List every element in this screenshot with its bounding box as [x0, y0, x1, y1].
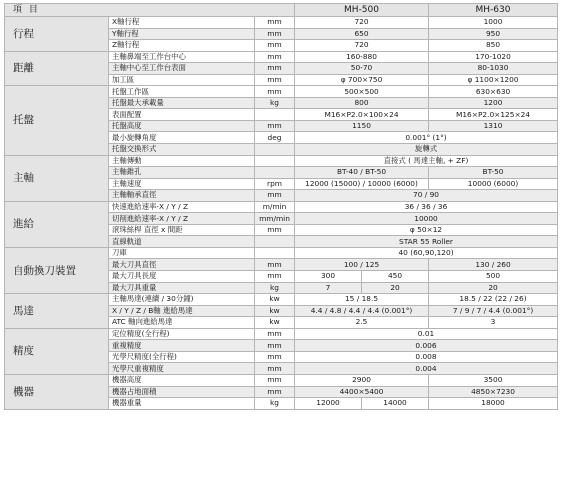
spec-label: 主軸軸承直徑: [109, 190, 255, 202]
spec-label: 定位精度(全行程): [109, 328, 255, 340]
header-model-a: MH-500: [295, 4, 429, 17]
spec-label: Z軸行程: [109, 40, 255, 52]
spec-unit: [255, 167, 295, 179]
spec-unit: [255, 144, 295, 156]
spec-unit: mm: [255, 351, 295, 363]
spec-label: 托盤交換形式: [109, 144, 255, 156]
spec-unit: mm/min: [255, 213, 295, 225]
spec-label: 快速進給速率-X / Y / Z: [109, 201, 255, 213]
spec-value-b: M16×P2.0×125×24: [429, 109, 558, 121]
spec-value-b: 18.5 / 22 (22 / 26): [429, 294, 558, 306]
spec-label: 主軸中心至工作台表面: [109, 63, 255, 75]
spec-value-b: 4850×7230: [429, 386, 558, 398]
spec-value-both: 70 / 90: [295, 190, 558, 202]
spec-unit: mm: [255, 17, 295, 29]
spec-value-a: 4400×5400: [295, 386, 429, 398]
spec-value-b: 3: [429, 317, 558, 329]
spec-unit: mm: [255, 224, 295, 236]
spec-unit: [255, 236, 295, 248]
spec-value-b: 1200: [429, 97, 558, 109]
spec-label: 主軸鼻端至工作台中心: [109, 51, 255, 63]
spec-value-a: 720: [295, 17, 429, 29]
section-title: 進給: [5, 201, 109, 247]
spec-value-a: 4.4 / 4.8 / 4.4 / 4.4 (0.001°): [295, 305, 429, 317]
spec-label: 刀庫: [109, 247, 255, 259]
spec-value-both: 0.008: [295, 351, 558, 363]
spec-value-a: 800: [295, 97, 429, 109]
spec-row: [5, 201, 558, 213]
spec-label: 最小旋轉角度: [109, 132, 255, 144]
spec-unit: mm: [255, 386, 295, 398]
spec-label: 主軸速度: [109, 178, 255, 190]
spec-unit: mm: [255, 340, 295, 352]
spec-unit: [255, 155, 295, 167]
spec-value-b: 18000: [429, 398, 558, 410]
spec-label: Y軸行程: [109, 28, 255, 40]
spec-unit: mm: [255, 63, 295, 75]
spec-label: 最大刀具重量: [109, 282, 255, 294]
spec-value-b: 3500: [429, 374, 558, 386]
spec-value-a: 2.5: [295, 317, 429, 329]
spec-unit: [255, 247, 295, 259]
spec-value-b: 630×630: [429, 86, 558, 98]
spec-unit: mm: [255, 190, 295, 202]
spec-value-a1: 300: [295, 271, 362, 283]
spec-unit: mm: [255, 374, 295, 386]
spec-unit: mm: [255, 120, 295, 132]
spec-row: [5, 51, 558, 63]
section-title: 托盤: [5, 86, 109, 155]
spec-value-a: BT-40 / BT-50: [295, 167, 429, 179]
spec-row: [5, 86, 558, 98]
spec-label: 最大刀具直徑: [109, 259, 255, 271]
section-title: 機器: [5, 374, 109, 409]
spec-row: [5, 17, 558, 29]
spec-value-a: φ 700×750: [295, 74, 429, 86]
spec-label: ATC 軸向進給馬達: [109, 317, 255, 329]
spec-label: 光學尺重複精度: [109, 363, 255, 375]
spec-value-a: 720: [295, 40, 429, 52]
spec-value-b: 950: [429, 28, 558, 40]
spec-value-a2: 20: [362, 282, 429, 294]
spec-label: 機器重量: [109, 398, 255, 410]
spec-value-a: 1150: [295, 120, 429, 132]
spec-value-both: 0.001° (1°): [295, 132, 558, 144]
spec-unit: mm: [255, 74, 295, 86]
spec-unit: mm: [255, 271, 295, 283]
section-title: 行程: [5, 17, 109, 52]
spec-value-b: φ 1100×1200: [429, 74, 558, 86]
spec-row: [5, 155, 558, 167]
spec-label: 表面配置: [109, 109, 255, 121]
spec-label: 加工區: [109, 74, 255, 86]
spec-row: [5, 294, 558, 306]
section-title: 馬達: [5, 294, 109, 329]
spec-unit: kg: [255, 97, 295, 109]
section-title: 精度: [5, 328, 109, 374]
spec-unit: mm: [255, 363, 295, 375]
spec-unit: mm: [255, 86, 295, 98]
spec-value-b: 500: [429, 271, 558, 283]
spec-value-b: 7 / 9 / 7 / 4.4 (0.001°): [429, 305, 558, 317]
spec-label: 切削進給速率-X / Y / Z: [109, 213, 255, 225]
header-model-b: MH-630: [429, 4, 558, 17]
spec-value-both: 40 (60,90,120): [295, 247, 558, 259]
spec-row: [5, 374, 558, 386]
spec-label: 光學尺精度(全行程): [109, 351, 255, 363]
spec-label: 主軸傳動: [109, 155, 255, 167]
spec-value-both: 36 / 36 / 36: [295, 201, 558, 213]
header-item: 項 目: [5, 4, 295, 17]
spec-unit: deg: [255, 132, 295, 144]
spec-value-both: 0.01: [295, 328, 558, 340]
spec-unit: mm: [255, 259, 295, 271]
spec-unit: kw: [255, 294, 295, 306]
spec-unit: mm: [255, 328, 295, 340]
spec-value-b: BT-50: [429, 167, 558, 179]
spec-unit: kw: [255, 305, 295, 317]
spec-label: X / Y / Z / B軸 進給馬達: [109, 305, 255, 317]
spec-value-b: 10000 (6000): [429, 178, 558, 190]
spec-unit: mm: [255, 28, 295, 40]
spec-label: 托盤工作區: [109, 86, 255, 98]
spec-value-both: 旋轉式: [295, 144, 558, 156]
spec-row: [5, 328, 558, 340]
section-title: 自動換刀裝置: [5, 247, 109, 293]
spec-value-b: 130 / 260: [429, 259, 558, 271]
spec-label: 重複精度: [109, 340, 255, 352]
spec-value-a: 500×500: [295, 86, 429, 98]
spec-label: 主軸馬達(連續 / 30分鐘): [109, 294, 255, 306]
spec-unit: mm: [255, 40, 295, 52]
spec-value-b: 1000: [429, 17, 558, 29]
spec-label: 主軸錐孔: [109, 167, 255, 179]
spec-value-both: STAR 55 Roller: [295, 236, 558, 248]
spec-label: 機器高度: [109, 374, 255, 386]
spec-value-a: 15 / 18.5: [295, 294, 429, 306]
spec-value-both: 0.006: [295, 340, 558, 352]
spec-label: 滾珠絲桿 直徑 x 間距: [109, 224, 255, 236]
spec-label: 托盤最大承載量: [109, 97, 255, 109]
spec-row: [5, 247, 558, 259]
spec-value-b: 1310: [429, 120, 558, 132]
spec-value-a: 160-880: [295, 51, 429, 63]
spec-value-a: M16×P2.0×100×24: [295, 109, 429, 121]
spec-unit: m/min: [255, 201, 295, 213]
spec-label: 托盤高度: [109, 120, 255, 132]
spec-body: [5, 17, 558, 410]
spec-value-b: 80-1030: [429, 63, 558, 75]
spec-value-b: 20: [429, 282, 558, 294]
spec-value-a1: 7: [295, 282, 362, 294]
spec-value-b: 850: [429, 40, 558, 52]
spec-unit: kg: [255, 398, 295, 410]
spec-value-both: 直接式 ( 馬達主軸, + ZF): [295, 155, 558, 167]
spec-unit: mm: [255, 51, 295, 63]
spec-value-both: 10000: [295, 213, 558, 225]
spec-unit: kg: [255, 282, 295, 294]
spec-unit: rpm: [255, 178, 295, 190]
spec-value-a: 12000 (15000) / 10000 (6000): [295, 178, 429, 190]
spec-value-a: 2900: [295, 374, 429, 386]
spec-label: 機器占地面積: [109, 386, 255, 398]
header-row: [5, 4, 558, 17]
section-title: 主軸: [5, 155, 109, 201]
spec-unit: [255, 109, 295, 121]
spec-value-both: 0.004: [295, 363, 558, 375]
spec-label: 最大刀具長度: [109, 271, 255, 283]
spec-label: X軸行程: [109, 17, 255, 29]
spec-value-a: 50-70: [295, 63, 429, 75]
spec-value-a2: 450: [362, 271, 429, 283]
spec-table: [4, 3, 558, 410]
section-title: 距離: [5, 51, 109, 86]
spec-label: 直線軌道: [109, 236, 255, 248]
spec-value-both: φ 50×12: [295, 224, 558, 236]
spec-value-a2: 14000: [362, 398, 429, 410]
spec-unit: kw: [255, 317, 295, 329]
spec-value-a: 100 / 125: [295, 259, 429, 271]
spec-value-b: 170-1020: [429, 51, 558, 63]
spec-value-a1: 12000: [295, 398, 362, 410]
spec-value-a: 650: [295, 28, 429, 40]
